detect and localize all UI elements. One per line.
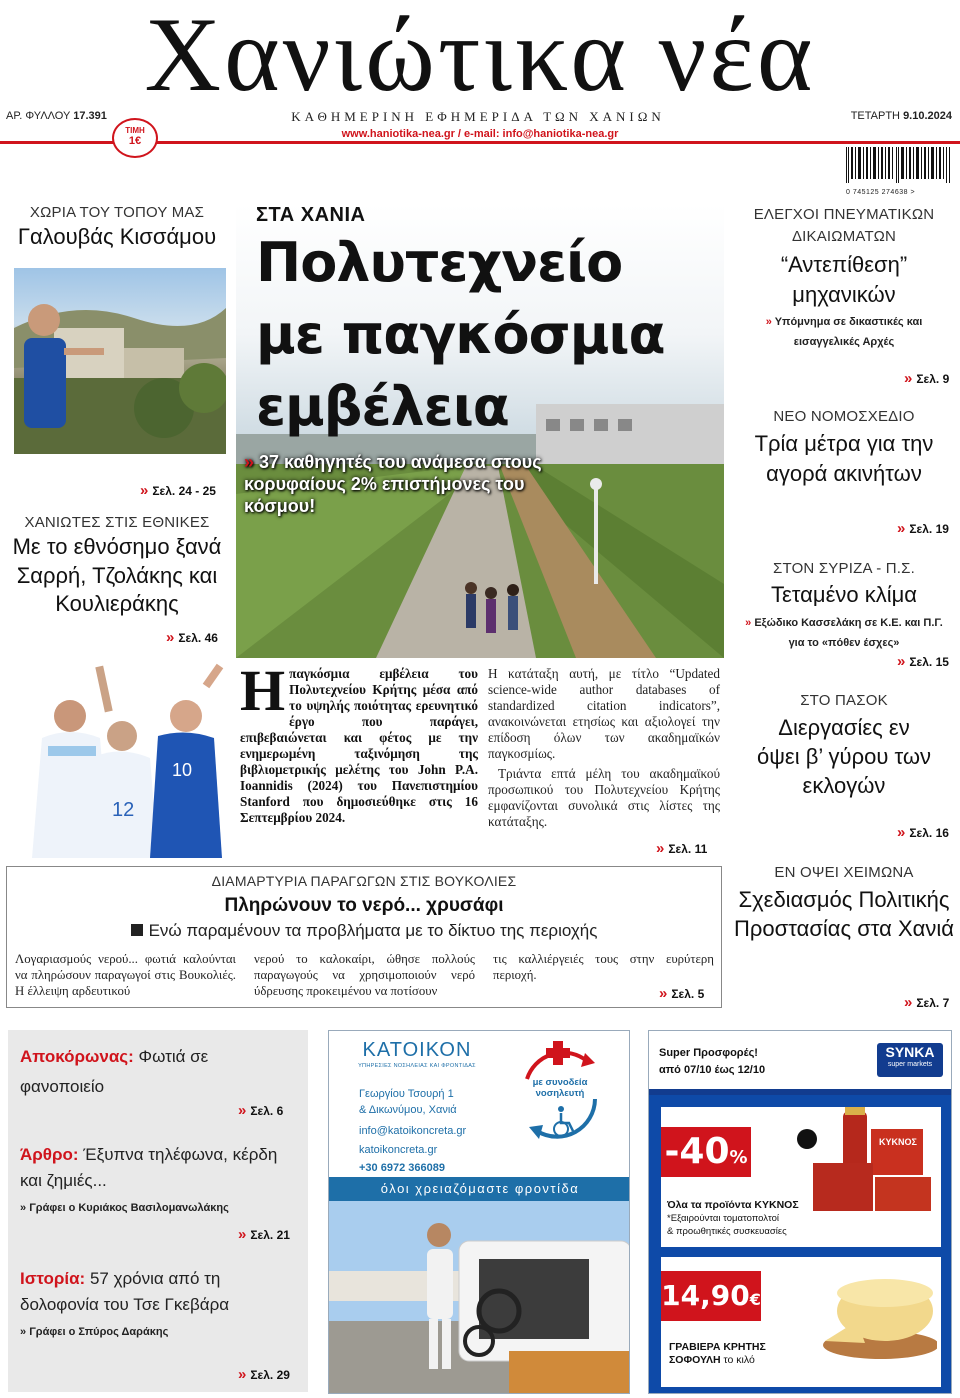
main-headline: Πολυτεχνείο με παγκόσμια εμβέλεια (256, 231, 665, 438)
story-kicker: ΣΤΟ ΠΑΣΟΚ (800, 692, 888, 709)
katoikon-photo (329, 1201, 630, 1394)
story-kicker: ΕΝ ΟΨΕΙ ΧΕΙΜΩΝΑ (774, 864, 914, 881)
brief-item[interactable]: Άρθρο: Έξυπνα τηλέφωνα, κέρδη και ζημιές... » Γράφει ο Κυριάκος Βασιλομανωλάκης (20, 1145, 278, 1214)
story-headline: Τρία μέτρα για την αγορά ακινήτων (754, 431, 934, 486)
synka-header: Super Προσφορές! από 07/10 έως 12/10 (659, 1047, 766, 1076)
katoikon-logo: ΚΑΤΟΙΚΟΝ ΥΠΗΡΕΣΙΕΣ ΝΟΣΗΛΕΙΑΣ ΚΑΙ ΦΡΟΝΤΙΔΑΣ (358, 1039, 476, 1069)
synka-ad[interactable] (648, 1030, 952, 1394)
protest-headline: Πληρώνουν το νερό... χρυσάφι (224, 895, 504, 916)
story-headline: Με το εθνόσημο ξανά Σαρρή, Τζολάκης και Κουλιεράκης (12, 534, 222, 617)
story-kicker: ΧΑΝΙΩΤΕΣ ΣΤΙΣ ΕΘΝΙΚΕΣ (24, 514, 210, 531)
story-headline: Γαλουβάς Κισσάμου (17, 224, 217, 249)
nurse-escort-badge: με συνοδεία νοσηλευτή (507, 1039, 613, 1149)
page-ref-brief-2[interactable]: » Σελ. 21 (238, 1226, 290, 1243)
price-badge: ΤΙΜΗ 1€ (112, 118, 158, 158)
barcode-graphic (846, 147, 952, 183)
story-headline: Διεργασίες εν όψει β’ γύρου των εκλογών (756, 715, 932, 798)
tagline: ΚΑΘΗΜΕΡΙΝΗ ΕΦΗΜΕΡΙΔΑ ΤΩΝ ΧΑΝΙΩΝ (291, 109, 665, 124)
briefs-box (8, 1030, 308, 1392)
kyknos-products: ΚΥΚΝΟΣ (793, 1107, 937, 1213)
svg-text:10: 10 (172, 760, 193, 780)
newspaper-title: Χανιώτικα νέα (144, 0, 816, 113)
story-headline: Σχεδιασμός Πολιτικής Προστασίας στα Χανιά (734, 887, 954, 941)
story-kicker: ΕΛΕΓΧΟΙ ΠΝΕΥΜΑΤΙΚΩΝ ΔΙΚΑΙΩΜΑΤΩΝ (753, 206, 935, 245)
page-ref-right-5[interactable]: » Σελ. 7 (904, 994, 950, 1011)
main-body-paragraph: Τριάντα επτά μέλη του ακαδημαϊκού προσωπικού του Πολυτεχνείου Κρήτης εμφανίζονται συνολικά στις λίστες της κατάταξης. (488, 766, 720, 829)
story-kicker: ΝΕΟ ΝΟΜΟΣΧΕΔΙΟ (773, 408, 915, 425)
story-headline: “Αντεπίθεση” μηχανικών (780, 252, 908, 307)
discount-badge: -40% (661, 1127, 751, 1177)
synka-offer-card-2[interactable] (661, 1257, 941, 1387)
main-kicker: ΣΤΑ ΧΑΝΙΑ (256, 204, 366, 226)
price-badge: 14,90€ (661, 1271, 761, 1321)
synka-offer-1-text: Όλα τα προϊόντα ΚΥΚΝΟΣ *Εξαιρούνται τοματοπολτοί & προωθητικές συσκευασίες (667, 1199, 799, 1237)
story-kicker: ΧΩΡΙΑ ΤΟΥ ΤΟΠΟΥ ΜΑΣ (29, 204, 205, 221)
protest-body-column: Λογαριασμούς νερού... φωτιά καλούνται να πληρώσουν παραγωγοί στις Βουκολιές. Η έλλειψη αρδευτικού (15, 952, 236, 998)
main-lead-column (240, 658, 478, 826)
story-right-3[interactable] (732, 560, 956, 653)
main-photo-caption: » 37 καθηγητές του ανάμεσα στους κορυφαίους 2% επιστήμονες του κόσμου! (244, 452, 542, 516)
protest-subhead: Ενώ παραμένουν τα προβλήματα με το δίκτυο της περιοχής (7, 921, 721, 941)
story-national-teams[interactable] (6, 514, 228, 619)
page-ref-national-teams[interactable]: » Σελ. 46 (166, 629, 218, 646)
page-ref-right-3[interactable]: » Σελ. 15 (897, 653, 949, 670)
main-body-paragraph: Η κατάταξη αυτή, με τίτλο “Updated science-wide author databases of standardized citation indicators”, ανακοινώνεται ετησίως και αξιολογεί την επίδοση όλων των ακαδημαϊκών παγκοσμίως. (488, 666, 720, 761)
page-ref-main[interactable]: » Σελ. 11 (656, 840, 708, 857)
story-note: » Υπόμνημα σε δικαστικές και εισαγγελικές Αρχές (765, 316, 923, 348)
players-photo (0, 646, 236, 858)
protest-story-box[interactable] (6, 866, 722, 1008)
issue-date: ΤΕΤΑΡΤΗ 9.10.2024 (850, 110, 952, 122)
masthead (0, 0, 960, 200)
synka-logo: SYNKA super markets (877, 1043, 943, 1077)
page-ref-brief-1[interactable]: » Σελ. 6 (238, 1102, 284, 1119)
protest-body-column: νερού το καλοκαίρι, ώθησε πολλούς παραγωγούς να χρησιμοποιούν νερό ύδρευσης προκειμένου να ποτίσουν (254, 952, 475, 998)
story-right-2[interactable] (732, 408, 956, 489)
page-ref-right-1[interactable]: » Σελ. 9 (904, 370, 950, 387)
protest-body-column: τις καλλιέργειές τους στην ευρύτερη περιοχή. (493, 952, 714, 982)
page-ref-protest[interactable]: » Σελ. 5 (659, 985, 705, 1002)
protest-kicker: ΔΙΑΜΑΡΤΥΡΙΑ ΠΑΡΑΓΩΓΩΝ ΣΤΙΣ ΒΟΥΚΟΛΙΕΣ (211, 873, 517, 889)
page-ref-right-2[interactable]: » Σελ. 19 (897, 520, 949, 537)
story-note: » Εξώδικο Κασσελάκη σε Κ.Ε. και Π.Γ. για το «πόθεν έσχες» (745, 616, 943, 649)
synka-offer-2-text: ΓΡΑΒΙΕΡΑ ΚΡΗΤΗΣ ΣΟΦΟΥΛΗ το κιλό (669, 1341, 766, 1366)
katoikon-contact: Γεωργίου Τσουρή 1 & Δικωνύμου, Χανιά info@katoikoncreta.gr katoikoncreta.gr +30 6972 366089 (359, 1088, 467, 1174)
katoikon-ad[interactable] (328, 1030, 630, 1394)
svg-text:12: 12 (112, 799, 135, 821)
katoikon-slogan-bar: όλοι χρειαζόμαστε φροντίδα (329, 1177, 630, 1201)
protest-body (15, 951, 715, 999)
story-galouvas[interactable] (6, 204, 228, 252)
main-lead-text: παγκόσμια εμβέλεια του Πολυτεχνείου Κρήτης μέσα από το υψηλής ποιότητας ερευνητικό έργο που παράγει, επιβεβαιώνεται και φέτος με την ενημερωμένη ταξινόμηση της βιβλιομετρικής μελέτης του John P.A. Ioannidis (2024) του Πανεπιστημίου Stanford που δημοσιεύθηκε στις 16 Σεπτεμβρίου 2024. (240, 666, 478, 825)
dropcap: Η (240, 658, 286, 723)
contact-line[interactable]: www.haniotika-nea.gr / e-mail: info@haniotika-nea.gr (341, 128, 619, 140)
story-right-4[interactable] (732, 692, 956, 800)
main-story-header[interactable] (256, 204, 686, 443)
issue-number: ΑΡ. ΦΥΛΛΟΥ 17.391 (6, 110, 107, 122)
page-ref-right-4[interactable]: » Σελ. 16 (897, 824, 949, 841)
village-photo (14, 268, 226, 454)
story-kicker: ΣΤΟΝ ΣΥΡΙΖΑ - Π.Σ. (773, 560, 915, 577)
barcode: 0 745125 274638 > (846, 147, 956, 195)
brief-item[interactable]: Αποκόρωνας: Φωτιά σε φανοποιείο (20, 1047, 209, 1096)
main-body-column (488, 666, 720, 830)
story-right-1[interactable] (732, 204, 956, 352)
story-right-5[interactable] (732, 864, 956, 943)
cheese-photo (801, 1263, 937, 1363)
brief-item[interactable]: Ιστορία: 57 χρόνια από τη δολοφονία του Τσε Γκεβάρα » Γράφει ο Σπύρος Δαράκης (20, 1269, 230, 1338)
synka-offer-card-1[interactable] (661, 1107, 941, 1247)
page-ref-galouvas[interactable]: » Σελ. 24 - 25 (140, 482, 216, 499)
page-ref-brief-3[interactable]: » Σελ. 29 (238, 1366, 290, 1383)
story-headline: Τεταμένο κλίμα (770, 582, 918, 607)
